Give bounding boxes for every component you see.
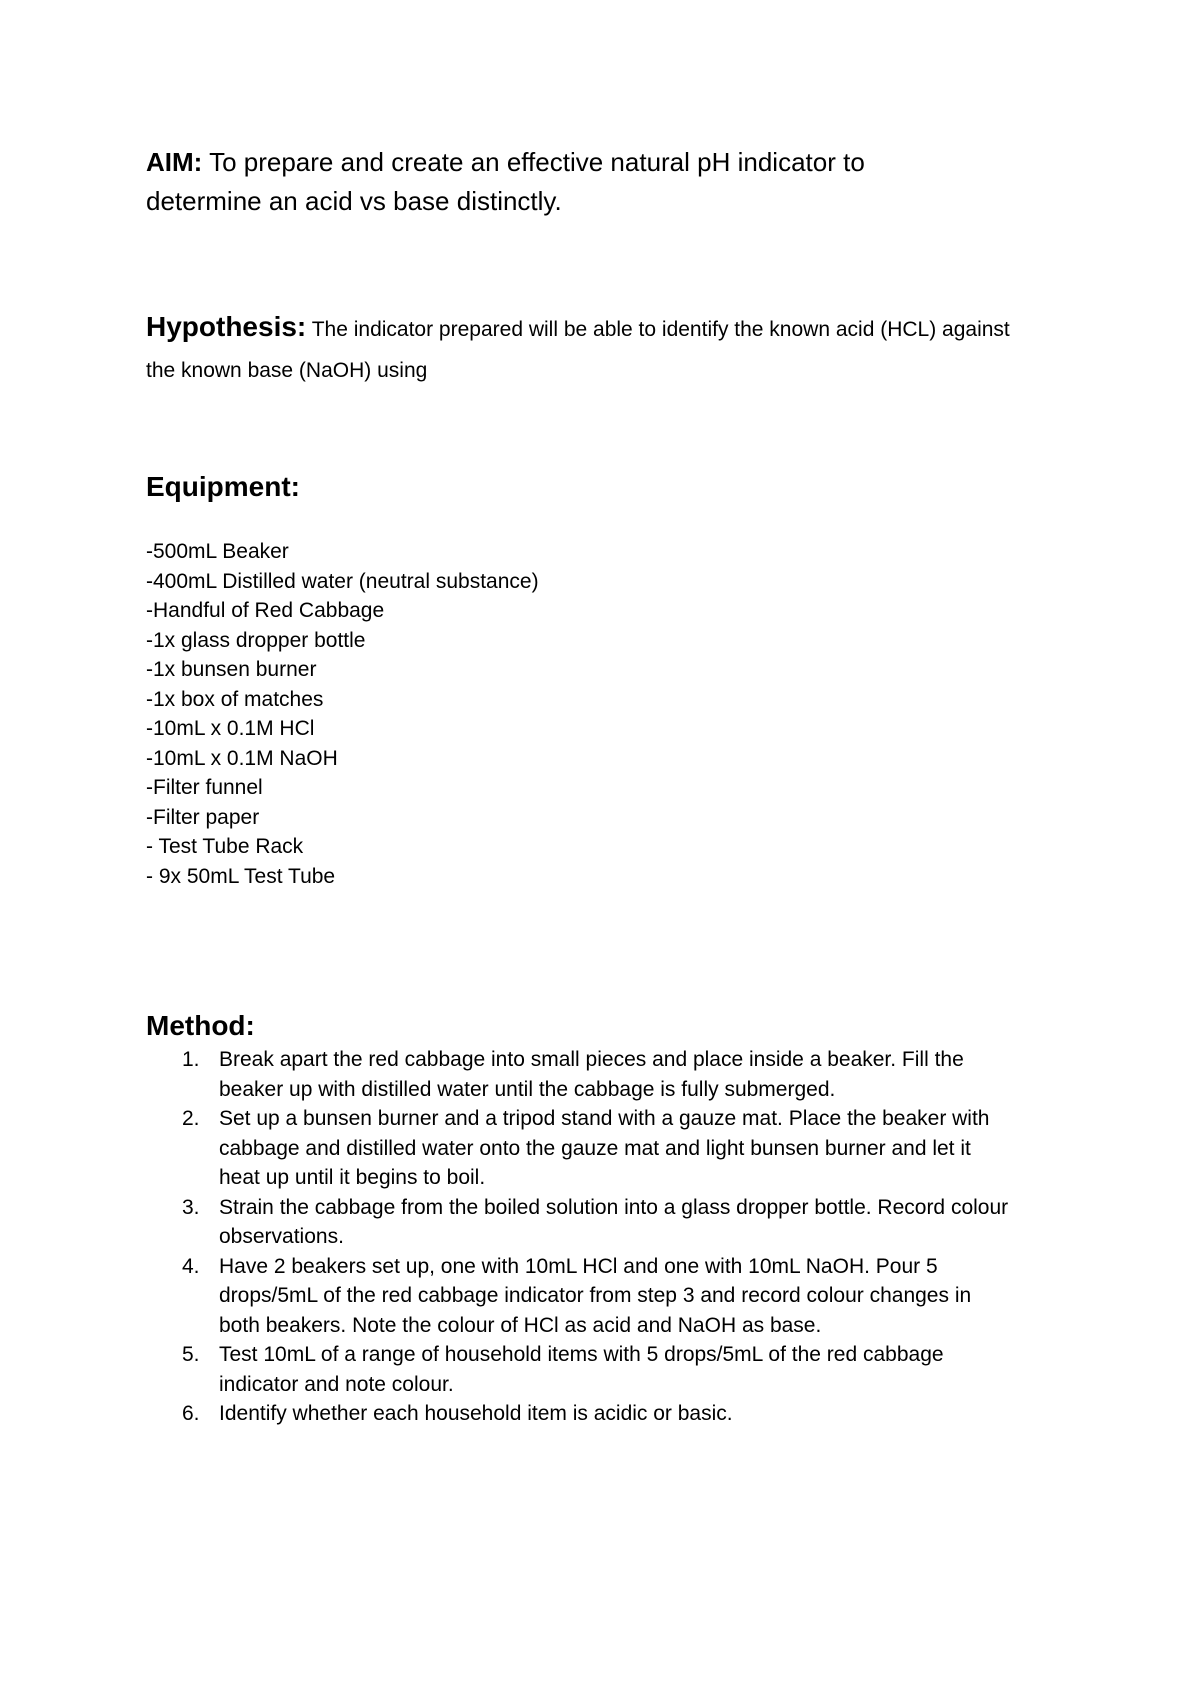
aim-line-1	[146, 143, 1086, 182]
equipment-item: -1x bunsen burner	[146, 658, 317, 681]
method-step-text: Test 10mL of a range of household items with 5 drops/5mL of the red cabbage	[219, 1343, 944, 1366]
method-step-text: Identify whether each household item is acidic or basic.	[219, 1402, 733, 1425]
equipment-item: -1x box of matches	[146, 687, 324, 711]
method-step-text: Break apart the red cabbage into small pieces and place inside a beaker. Fill the	[219, 1048, 964, 1071]
method-step-text: cabbage and distilled water onto the gauze mat and light bunsen burner and let it	[219, 1136, 971, 1160]
equipment-item: -400mL Distilled water (neutral substance)	[146, 569, 539, 593]
method-step-text: Have 2 beakers set up, one with 10mL HCl and one with 10mL NaOH. Pour 5	[219, 1254, 938, 1278]
equipment-item: - 9x 50mL Test Tube	[146, 864, 336, 888]
hypothesis-text-1: The indicator prepared will be able to identify the known acid (HCL) against	[306, 318, 1010, 341]
method-heading: Method:	[146, 1010, 255, 1041]
method-step-number: 4.	[182, 1254, 200, 1278]
hypothesis-label: Hypothesis:	[146, 311, 307, 342]
method-step-text: drops/5mL of the red cabbage indicator from step 3 and record colour changes in	[219, 1284, 972, 1307]
equipment-item: -Handful of Red Cabbage	[146, 599, 385, 622]
equipment-item: -Filter paper	[146, 805, 260, 829]
method-list	[146, 1045, 1086, 1429]
method-step-number: 5.	[182, 1343, 200, 1366]
method-step-text: indicator and note colour.	[219, 1372, 454, 1396]
method-step	[146, 1399, 1086, 1429]
method-step-text: Set up a bunsen burner and a tripod stand with a gauze mat. Place the beaker with	[219, 1107, 990, 1130]
method-step-number: 2.	[182, 1107, 200, 1130]
aim-section	[146, 143, 1086, 221]
equipment-list	[146, 537, 846, 891]
hypothesis-line-2: the known base (NaOH) using	[146, 359, 428, 382]
method-step	[146, 1340, 1086, 1399]
aim-label: AIM:	[146, 147, 203, 177]
equipment-item: -1x glass dropper bottle	[146, 628, 366, 652]
equipment-item: -10mL x 0.1M HCl	[146, 717, 315, 740]
hypothesis-line-1	[146, 307, 1086, 352]
equipment-item: -500mL Beaker	[146, 540, 289, 563]
method-step-text: heat up until it begins to boil.	[219, 1166, 486, 1189]
method-step-text: observations.	[219, 1225, 344, 1248]
method-step-text: both beakers. Note the colour of HCl as acid and NaOH as base.	[219, 1313, 822, 1337]
method-step	[146, 1045, 1086, 1104]
aim-line-2: determine an acid vs base distinctly.	[146, 186, 562, 216]
hypothesis-section	[146, 307, 1086, 390]
equipment-item: -10mL x 0.1M NaOH	[146, 746, 338, 770]
equipment-item: - Test Tube Rack	[146, 835, 304, 858]
method-step-number: 3.	[182, 1195, 200, 1219]
method-step	[146, 1252, 1086, 1341]
method-step-text: Strain the cabbage from the boiled solution into a glass dropper bottle. Record colour	[219, 1195, 1009, 1219]
equipment-heading: Equipment:	[146, 471, 300, 502]
method-step	[146, 1193, 1086, 1252]
method-step-text: beaker up with distilled water until the cabbage is fully submerged.	[219, 1077, 836, 1101]
equipment-item: -Filter funnel	[146, 776, 263, 799]
method-step	[146, 1104, 1086, 1193]
method-step-number: 1.	[182, 1048, 200, 1071]
aim-text-1: To prepare and create an effective natural pH indicator to	[202, 147, 865, 177]
method-step-number: 6.	[182, 1402, 200, 1425]
